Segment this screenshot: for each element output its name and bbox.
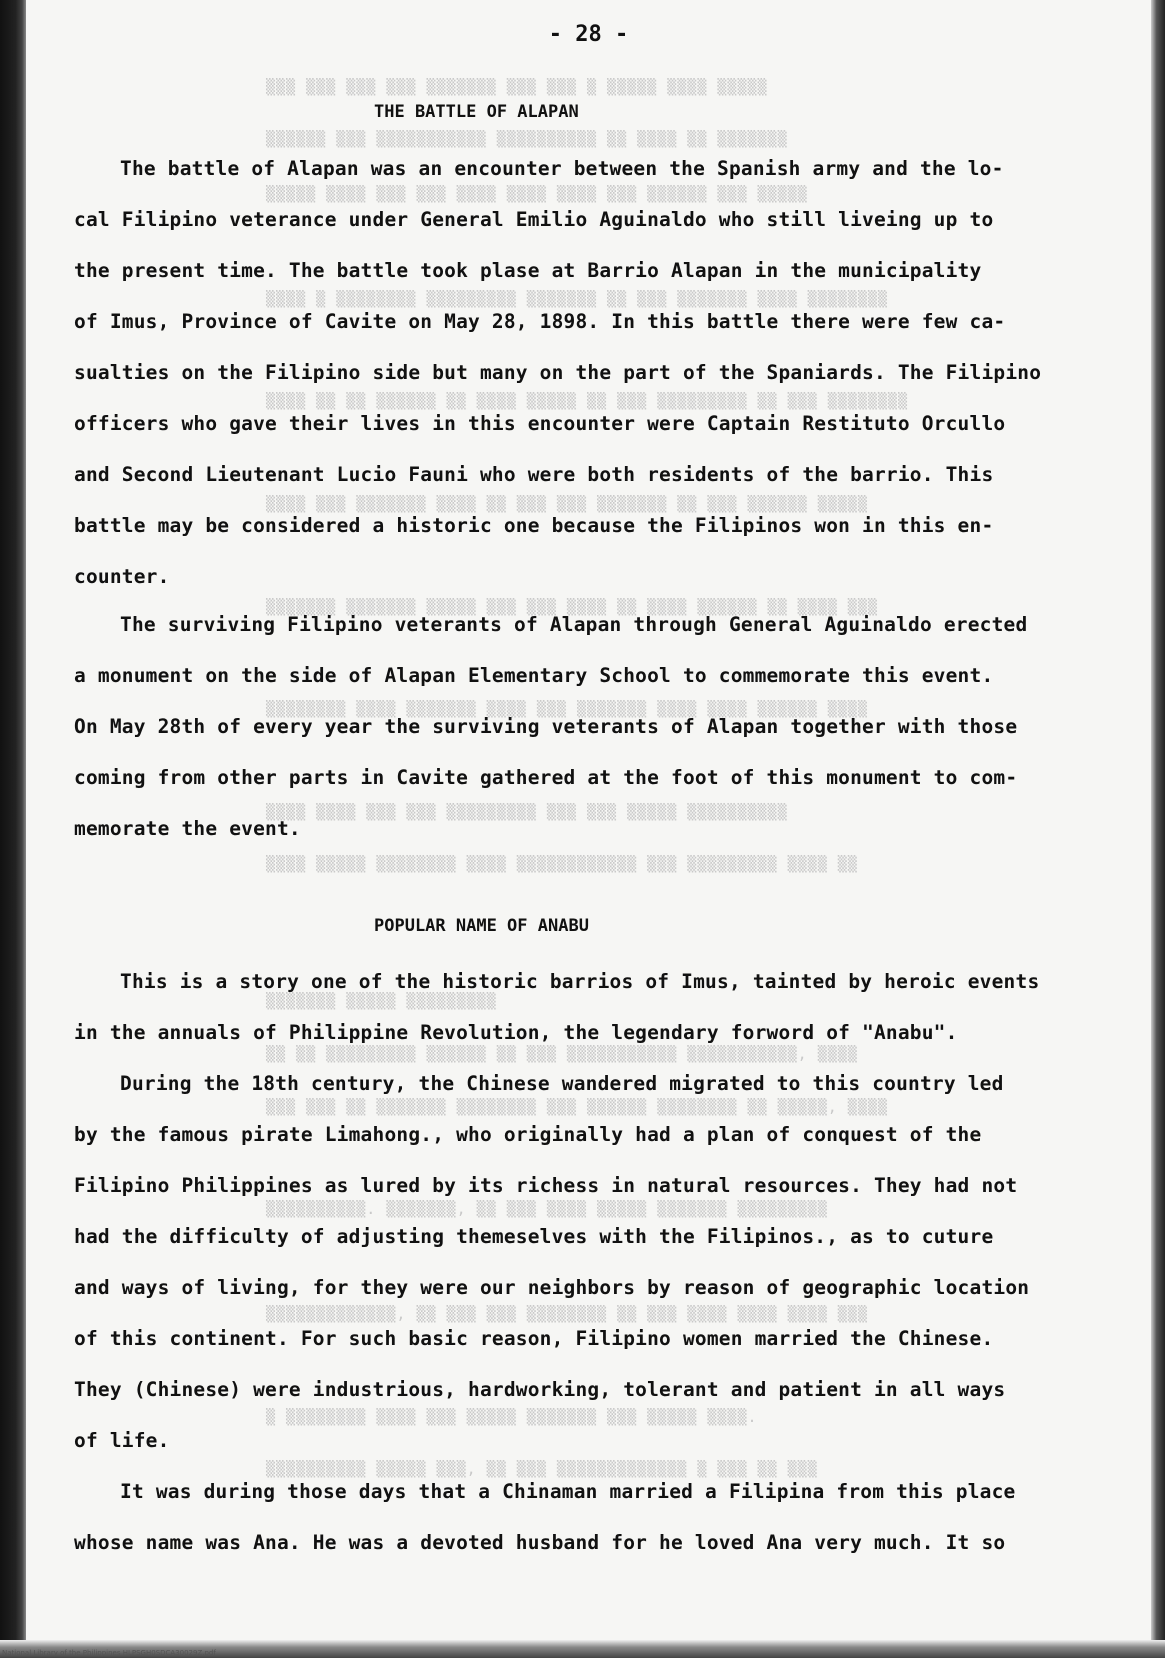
bleed-through-text: ▒▒ ▒▒ ▒▒▒▒▒▒▒▒▒ ▒▒▒▒▒▒ ▒▒ ▒▒▒ ▒▒▒▒▒▒▒▒▒▒▒ ▒▒▒▒▒▒▒▒▒▒▒, ▒▒▒▒ <box>266 1045 858 1063</box>
text-line: memorate the event. <box>74 817 301 840</box>
bleed-through-text: ▒▒▒▒ ▒▒▒ ▒▒▒▒▒▒▒ ▒▒▒▒ ▒▒ ▒▒▒ ▒▒▒ ▒▒▒▒▒▒▒ ▒▒ ▒▒▒ ▒▒▒▒▒▒ ▒▒▒▒▒ <box>266 495 868 513</box>
text-line: the present time. The battle took plase at Barrio Alapan in the municipality <box>74 259 982 282</box>
text-line: cal Filipino veterance under General Emilio Aguinaldo who still liveing up to <box>74 208 994 231</box>
text-line: It was during those days that a Chinaman married a Filipina from this place <box>120 1480 1016 1503</box>
text-line: They (Chinese) were industrious, hardworking, tolerant and patient in all ways <box>74 1378 1006 1401</box>
text-line: coming from other parts in Cavite gathered at the foot of this monument to com- <box>74 766 1018 789</box>
text-line: of life. <box>74 1429 170 1452</box>
text-line: During the 18th century, the Chinese wandered migrated to this country led <box>120 1072 1004 1095</box>
text-line: The battle of Alapan was an encounter between the Spanish army and the lo- <box>120 157 1004 180</box>
text-line: of Imus, Province of Cavite on May 28, 1898. In this battle there were few ca- <box>74 310 1006 333</box>
text-line: This is a story one of the historic barrios of Imus, tainted by heroic events <box>120 970 1040 993</box>
bleed-through-text: ▒▒▒▒ ▒ ▒▒▒▒▒▒▒▒ ▒▒▒▒▒▒▒▒▒ ▒▒▒▒▒▒▒ ▒▒ ▒▒▒ ▒▒▒▒▒▒▒ ▒▒▒▒ ▒▒▒▒▒▒▒▒ <box>266 290 888 308</box>
bleed-through-text: ▒▒▒▒▒▒▒ ▒▒▒▒▒▒▒ ▒▒▒▒▒ ▒▒▒ ▒▒▒ ▒▒▒▒ ▒▒ ▒▒▒▒ ▒▒▒▒▒▒ ▒▒ ▒▒▒▒ ▒▒▒ <box>266 598 878 616</box>
text-line: counter. <box>74 565 170 588</box>
bleed-through-text: ▒▒▒▒▒ ▒▒▒▒ ▒▒▒ ▒▒▒ ▒▒▒▒ ▒▒▒▒ ▒▒▒▒ ▒▒▒ ▒▒▒▒▒▒ ▒▒▒ ▒▒▒▒▒ <box>266 185 808 203</box>
text-line: a monument on the side of Alapan Elementary School to commemorate this event. <box>74 664 994 687</box>
text-line: by the famous pirate Limahong., who originally had a plan of conquest of the <box>74 1123 982 1146</box>
bleed-through-text: ▒▒▒▒▒▒ ▒▒▒ ▒▒▒▒▒▒▒▒▒▒▒ ▒▒▒▒▒▒▒▒▒▒ ▒▒ ▒▒▒▒ ▒▒ ▒▒▒▒▒▒▒ <box>266 130 788 148</box>
text-line: and ways of living, for they were our neighbors by reason of geographic location <box>74 1276 1030 1299</box>
page-number: - 28 - <box>548 22 629 47</box>
scan-left-edge <box>0 0 26 1658</box>
bleed-through-text: ▒▒▒▒ ▒▒ ▒▒ ▒▒▒▒▒▒ ▒▒ ▒▒▒▒ ▒▒▒▒▒ ▒▒ ▒▒▒ ▒▒▒▒▒▒▒▒▒ ▒▒ ▒▒▒ ▒▒▒▒▒▒▒▒ <box>266 392 908 410</box>
text-line: sualties on the Filipino side but many on the part of the Spaniards. The Filipino <box>74 361 1042 384</box>
text-line: battle may be considered a historic one because the Filipinos won in this en- <box>74 514 994 537</box>
bleed-through-text: ▒▒▒ ▒▒▒ ▒▒▒ ▒▒▒ ▒▒▒▒▒▒▒ ▒▒▒ ▒▒▒ ▒ ▒▒▒▒▒ ▒▒▒▒ ▒▒▒▒▒ <box>266 78 768 96</box>
bleed-through-text: ▒▒▒▒▒▒▒▒▒▒ ▒▒▒▒▒ ▒▒▒, ▒▒ ▒▒▒ ▒▒▒▒▒▒▒▒▒▒▒▒▒ ▒ ▒▒▒ ▒▒ ▒▒▒ <box>266 1460 818 1478</box>
scan-footer: National Library of the Philippines HLPSGH0SDCA30029Z.pdf <box>2 1649 216 1657</box>
text-line: and Second Lieutenant Lucio Fauni who were both residents of the barrio. This <box>74 463 994 486</box>
text-line: had the difficulty of adjusting themeselves with the Filipinos., as to cuture <box>74 1225 994 1248</box>
bleed-through-text: ▒▒▒▒▒▒▒▒▒▒. ▒▒▒▒▒▒▒, ▒▒ ▒▒▒ ▒▒▒▒ ▒▒▒▒▒ ▒▒▒▒▒▒▒ ▒▒▒▒▒▒▒▒▒ <box>266 1200 828 1218</box>
text-line: whose name was Ana. He was a devoted husband for he loved Ana very much. It so <box>74 1531 1006 1554</box>
bleed-through-text: ▒ ▒▒▒▒▒▒▒▒ ▒▒▒▒ ▒▒▒ ▒▒▒▒▒ ▒▒▒▒▒▒▒ ▒▒▒ ▒▒▒▒▒ ▒▒▒▒. <box>266 1408 758 1426</box>
text-line: Filipino Philippines as lured by its richess in natural resources. They had not <box>74 1174 1018 1197</box>
document-page <box>26 0 1151 1640</box>
bleed-through-text: ▒▒▒▒▒▒▒ ▒▒▒▒▒ ▒▒▒▒▒▒▒▒▒ <box>266 992 497 1010</box>
section-heading: THE BATTLE OF ALAPAN <box>374 102 579 122</box>
text-line: in the annuals of Philippine Revolution, the legendary forword of "Anabu". <box>74 1021 958 1044</box>
bleed-through-text: ▒▒▒▒ ▒▒▒▒▒ ▒▒▒▒▒▒▒▒ ▒▒▒▒ ▒▒▒▒▒▒▒▒▒▒▒▒ ▒▒▒ ▒▒▒▒▒▒▒▒▒ ▒▒▒▒ ▒▒ <box>266 855 858 873</box>
scan-right-edge <box>1151 0 1165 1658</box>
section-heading: POPULAR NAME OF ANABU <box>374 916 589 936</box>
bleed-through-text: ▒▒▒ ▒▒▒ ▒▒ ▒▒▒▒▒▒▒ ▒▒▒▒▒▒▒▒ ▒▒▒ ▒▒▒▒▒▒ ▒▒▒▒▒▒▒▒ ▒▒ ▒▒▒▒▒, ▒▒▒▒ <box>266 1098 888 1116</box>
text-line: officers who gave their lives in this encounter were Captain Restituto Orcullo <box>74 412 1006 435</box>
bleed-through-text: ▒▒▒▒ ▒▒▒▒ ▒▒▒ ▒▒▒ ▒▒▒▒▒▒▒▒▒ ▒▒▒ ▒▒▒ ▒▒▒▒▒ ▒▒▒▒▒▒▒▒▒▒ <box>266 803 788 821</box>
text-line: The surviving Filipino veterants of Alapan through General Aguinaldo erected <box>120 613 1028 636</box>
text-line: On May 28th of every year the surviving veterants of Alapan together with those <box>74 715 1018 738</box>
bleed-through-text: ▒▒▒▒▒▒▒▒▒▒▒▒▒, ▒▒ ▒▒▒ ▒▒▒ ▒▒▒▒▒▒▒▒ ▒▒ ▒▒▒ ▒▒▒▒ ▒▒▒▒ ▒▒▒▒ ▒▒▒ <box>266 1305 868 1323</box>
bleed-through-text: ▒▒▒▒▒▒▒▒ ▒▒▒▒ ▒▒▒▒▒▒▒ ▒▒▒▒ ▒▒▒ ▒▒▒▒▒▒▒ ▒▒▒▒ ▒▒▒▒ ▒▒▒▒▒▒ ▒▒▒▒ <box>266 700 868 718</box>
text-line: of this continent. For such basic reason, Filipino women married the Chinese. <box>74 1327 994 1350</box>
